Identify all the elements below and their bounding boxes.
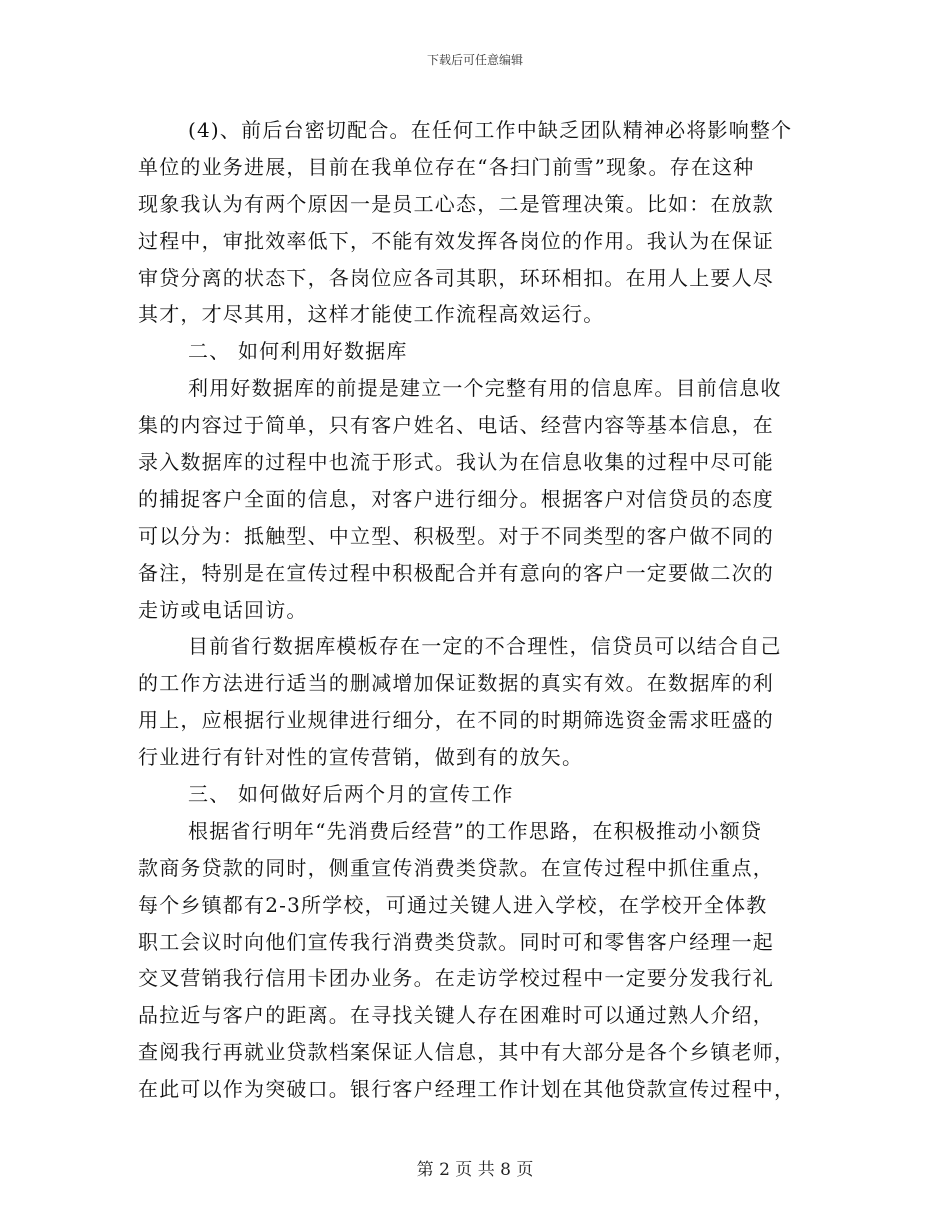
text-line: 每个乡镇都有2-3所学校，可通过关键人进入学校，在学校开全体教	[138, 892, 768, 917]
section-heading: 二、 如何利用好数据库	[188, 339, 408, 364]
text-line: 用上，应根据行业规律进行细分，在不同的时期筛选资金需求旺盛的	[138, 708, 774, 733]
text-line: 现象我认为有两个原因一是员工心态，二是管理决策。比如：在放款	[138, 191, 774, 216]
text-line: 品拉近与客户的距离。在寻找关键人存在困难时可以通过熟人介绍，	[138, 1003, 774, 1028]
text-line: 目前省行数据库模板存在一定的不合理性，信贷员可以结合自己	[188, 634, 782, 659]
text-line: 备注，特别是在宣传过程中积极配合并有意向的客户一定要做二次的	[138, 560, 774, 585]
text-line: 查阅我行再就业贷款档案保证人信息，其中有大部分是各个乡镇老师，	[138, 1040, 796, 1065]
text-line: (4)、前后台密切配合。在任何工作中缺乏团队精神必将影响整个	[188, 118, 793, 142]
page-footer: 第 2 页 共 8 页	[416, 1160, 534, 1180]
text-line: 审贷分离的状态下，各岗位应各司其职，环环相扣。在用人上要人尽	[138, 265, 774, 290]
text-line: 的工作方法进行适当的删减增加保证数据的真实有效。在数据库的利	[138, 671, 774, 696]
text-line: 过程中，审批效率低下，不能有效发挥各岗位的作用。我认为在保证	[138, 228, 774, 253]
page-header: 下载后可任意编辑	[426, 53, 523, 67]
text-line: 款商务贷款的同时，侧重宣传消费类贷款。在宣传过程中抓住重点，	[138, 855, 774, 880]
text-line: 的捕捉客户全面的信息，对客户进行细分。根据客户对信贷员的态度	[138, 486, 774, 511]
text-line: 行业进行有针对性的宣传营销，做到有的放矢。	[138, 745, 584, 770]
section-heading: 三、 如何做好后两个月的宣传工作	[188, 782, 514, 807]
text-line: 走访或电话回访。	[138, 597, 308, 622]
text-line: 可以分为：抵触型、中立型、积极型。对于不同类型的客户做不同的	[138, 523, 774, 548]
text-line: 交叉营销我行信用卡团办业务。在走访学校过程中一定要分发我行礼	[138, 966, 774, 991]
text-line: 在此可以作为突破口。银行客户经理工作计划在其他贷款宣传过程中，	[138, 1077, 796, 1102]
text-line: 单位的业务进展，目前在我单位存在“各扫门前雪”现象。存在这种	[138, 154, 755, 179]
text-line: 根据省行明年“先消费后经营”的工作思路，在积极推动小额贷	[188, 818, 763, 843]
text-line: 职工会议时向他们宣传我行消费类贷款。同时可和零售客户经理一起	[138, 929, 774, 954]
document-body	[138, 112, 810, 1108]
text-line: 利用好数据库的前提是建立一个完整有用的信息库。目前信息收	[188, 376, 782, 401]
text-line: 其才，才尽其用，这样才能使工作流程高效运行。	[138, 302, 605, 327]
text-line: 录入数据库的过程中也流于形式。我认为在信息收集的过程中尽可能	[138, 450, 774, 475]
text-line: 集的内容过于简单，只有客户姓名、电话、经营内容等基本信息，在	[138, 413, 774, 438]
